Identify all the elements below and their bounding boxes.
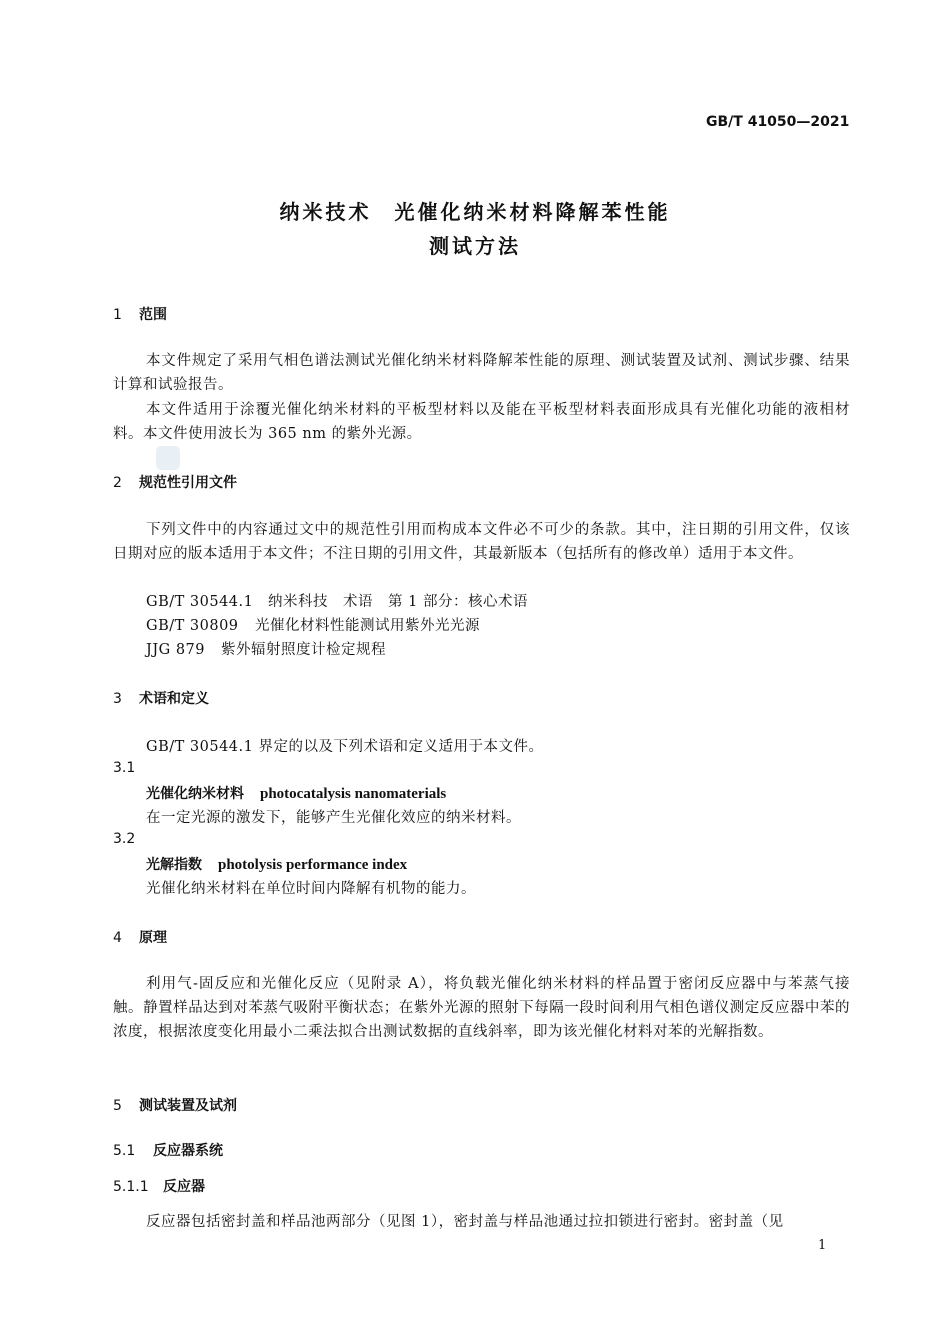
document-title-line1: 纳米技术 光催化纳米材料降解苯性能 [279,200,671,224]
section-1-heading [113,304,167,324]
section-title: 反应器系统 [153,1143,223,1159]
term-zh: 光解指数 [146,857,202,873]
section-number: 5.1.1 [113,1179,149,1195]
section-number: 2 [113,475,122,491]
section-number: 5 [113,1098,122,1114]
section-5-heading [113,1095,237,1115]
term-en: photolysis performance index [218,857,408,873]
reference-title: 紫外辐射照度计检定规程 [221,642,386,658]
section-1-paragraph-2: 本文件适用于涂覆光催化纳米材料的平板型材料以及能在平板型材料表面形成具有光催化功能的液相材料。本文件使用波长为 365 nm 的紫外光源。 [113,402,850,442]
section-3-heading [113,688,209,708]
term-heading [146,854,407,874]
section-2-heading [113,472,237,492]
reference-title: 纳米科技 术语 第 1 部分：核心术语 [268,594,528,610]
reference-code: GB/T 30809 [146,618,239,634]
term-definition: 在一定光源的激发下，能够产生光催化效应的纳米材料。 [146,810,521,826]
term-number: 3.1 [113,760,136,776]
subsection-5-1-heading [113,1140,223,1160]
section-number: 3 [113,691,122,707]
section-title: 反应器 [163,1179,205,1195]
normative-reference [146,590,528,611]
reference-title: 光催化材料性能测试用紫外光光源 [255,618,480,634]
page-number: 1 [818,1238,827,1253]
standard-number: GB/T 41050—2021 [706,114,850,130]
section-4-heading [113,927,167,947]
section-title: 术语和定义 [139,691,209,707]
subsection-5-1-1-heading [113,1176,205,1196]
section-number: 4 [113,930,122,946]
term-definition: 光催化纳米材料在单位时间内降解有机物的能力。 [146,881,476,897]
section-title: 测试装置及试剂 [139,1098,237,1114]
reference-code: GB/T 30544.1 [146,594,254,610]
section-title: 范围 [139,307,167,323]
section-4-paragraph-1: 利用气-固反应和光催化反应（见附录 A），将负载光催化纳米材料的样品置于密闭反应器中与苯蒸气接触。静置样品达到对苯蒸气吸附平衡状态；在紫外光源的照射下每隔一段时间利用气相色谱仪测定反应器中苯的浓度，根据浓度变化用最小二乘法拟合出测试数据的直线斜率，即为该光催化材料对苯的光解指数。 [113,976,850,1040]
section-1-paragraph-1: 本文件规定了采用气相色谱法测试光催化纳米材料降解苯性能的原理、测试装置及试剂、测试步骤、结果计算和试验报告。 [113,353,850,393]
section-title: 规范性引用文件 [139,475,237,491]
document-title-line2: 测试方法 [429,234,521,258]
section-number: 1 [113,307,122,323]
section-2-paragraph-1: 下列文件中的内容通过文中的规范性引用而构成本文件必不可少的条款。其中，注日期的引用文件，仅该日期对应的版本适用于本文件；不注日期的引用文件，其最新版本（包括所有的修改单）适用于本文件。 [113,522,850,562]
normative-reference [146,638,386,659]
term-en: photocatalysis nanomaterials [260,786,447,802]
section-3-paragraph-1: GB/T 30544.1 界定的以及下列术语和定义适用于本文件。 [146,739,544,755]
reference-code: JJG 879 [146,642,205,658]
term-zh: 光催化纳米材料 [146,786,244,802]
term-number: 3.2 [113,831,136,847]
term-heading [146,783,446,803]
normative-reference [146,614,480,635]
section-title: 原理 [139,930,167,946]
section-5-paragraph-1: 反应器包括密封盖和样品池两部分（见图 1），密封盖与样品池通过拉扣锁进行密封。密封盖（见 [146,1214,784,1230]
sac-logo-icon [156,446,180,470]
section-number: 5.1 [113,1143,136,1159]
